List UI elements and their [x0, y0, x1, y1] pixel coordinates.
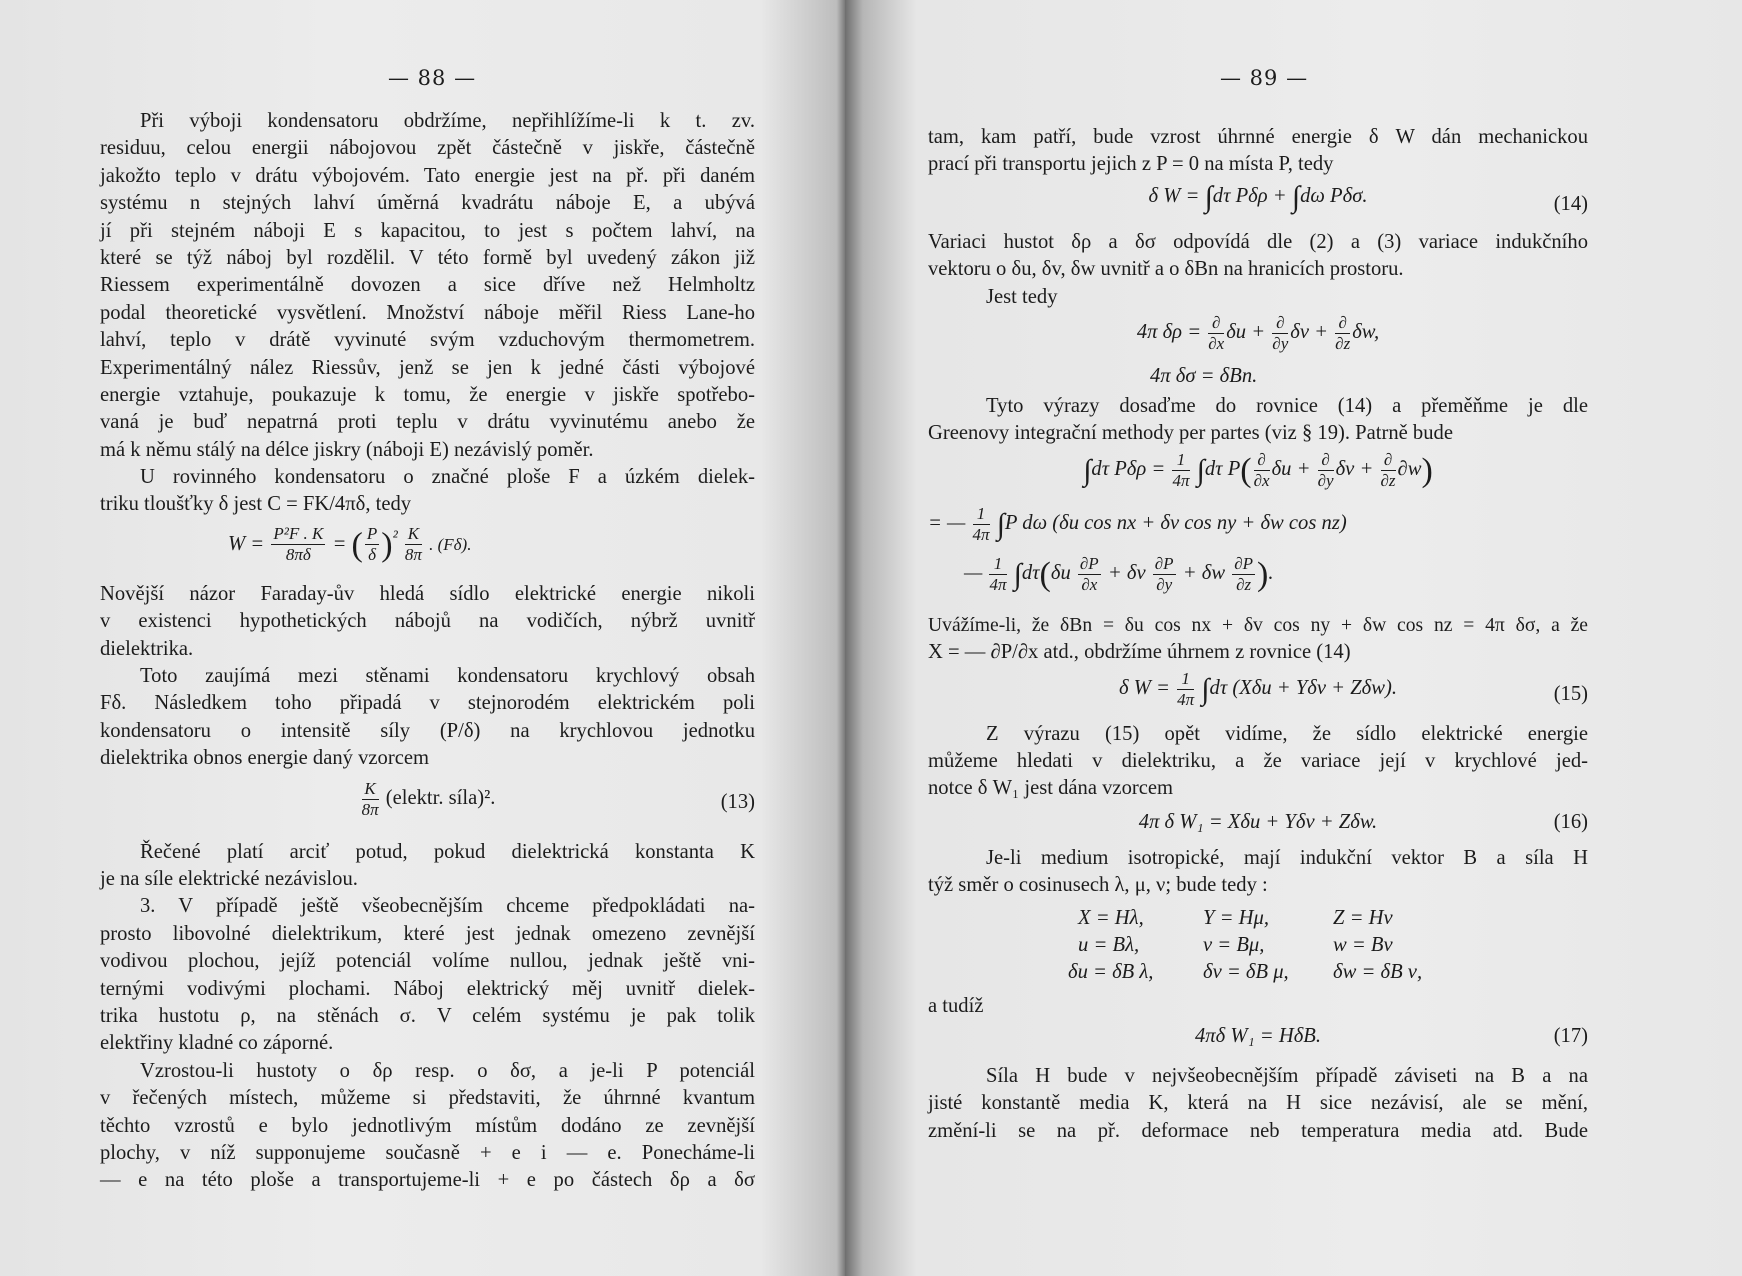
text-line: Je-li medium isotropické, mají indukční vektor B a síla H — [986, 846, 1588, 869]
text-line: v existenci hypothetických nábojů na vodičích, nýbrž uvnitř — [100, 610, 755, 633]
text-line: plochy, v níž supponujeme současně + e i — e. Ponecháme-li — [100, 1141, 755, 1164]
text-line: residuu, celou energii nábojovou zpět částečně v jiskře, částečně — [100, 137, 755, 160]
text-line: vaná je buď nepatrná proti teplu v drátu vyvinutému anebo že — [100, 411, 755, 434]
text-line: jakožto teplo v drátu výbojovém. Tato energie jest na př. při daném — [100, 164, 755, 187]
equation-variation-rho: 4π δρ = $\frac{\partial}{\partial x}$ δu + $\frac{\partial}{\partial y}$ δv + $\frac{\partial}{\partial z}$ δw, — [1136, 312, 1380, 353]
equation-13: $\frac{K}{8\pi}$ (elektr. síla)². (13) — [361, 778, 755, 819]
text-line: v řečených místech, můžeme si představiti, že úhrnné kvantum — [100, 1087, 755, 1110]
text-line: má k němu stálý na délce jiskry (náboji E) nezávislý poměr. — [100, 438, 594, 461]
text-line: Uvážíme-li, že δBn = δu cos nx + δv cos ny + δw cos nz = 4π δσ, a že — [928, 614, 1588, 636]
text-line: vektoru o δu, δv, δw uvnitř a o δBn na hranicích prostoru. — [928, 258, 1404, 281]
system-row: u = Bλ, v = Bμ, w = Bν — [1078, 934, 1393, 957]
text-line: 3. V případě ještě všeobecnějším chceme předpokládati na- — [140, 895, 755, 918]
text-line: Vzrostou-li hustoty o δρ resp. o δσ, a je-li P potenciál — [140, 1059, 755, 1082]
text-line: ternými vodivými plochami. Náboj elektrický měj uvnitř dielek- — [100, 977, 755, 1000]
text-line: dielektrika. — [100, 637, 194, 660]
text-line: trika hustotu ρ, na stěnách σ. V celém systému je pak tolik — [100, 1004, 755, 1027]
text-line: Síla H bude v nejvšeobecnějším případě záviseti na B a na — [986, 1064, 1588, 1087]
text-line: Variaci hustot δρ a δσ odpovídá dle (2) a (3) variace indukčního — [928, 230, 1588, 253]
equation-green-1: ∫dτ Pδρ = $\frac{1}{4\pi}$ ∫dτ P( $\frac{\partial}{\partial x}$ δu + $\frac{\partial}{\partial y}$ δv + $\frac{\partial}{\partial z}$ ∂w) — [1083, 449, 1433, 490]
text-line: týž směr o cosinusech λ, μ, ν; bude tedy : — [928, 874, 1268, 897]
text-line: a tudíž — [928, 995, 984, 1018]
equation-number: (14) — [1553, 192, 1588, 215]
text-line: podal theoretické vysvětlení. Množství náboje měřil Riess Lane-ho — [100, 301, 755, 324]
equation-16: 4π δ W₁ = Xδu + Yδv + Zδw. (16) — [928, 803, 1588, 845]
system-row: X = Hλ, Y = Hμ, Z = Hν — [1078, 907, 1393, 930]
text-line: lahví, teplo v drátě vyvinuté svým vzduchovým thermometrem. — [100, 329, 755, 352]
integral-sign: ∫ — [1291, 180, 1301, 214]
right-page-text — [928, 124, 1588, 1145]
text-line: Toto zaujímá mezi stěnami kondensatoru krychlový obsah — [140, 665, 755, 688]
left-page-text — [100, 108, 755, 1195]
text-line: těchto vzrostů e bylo jednotlivým místům dodáno ze zevnější — [100, 1114, 755, 1137]
text-line: změní-li se na př. deformace neb temperatura media atd. Bude — [928, 1119, 1588, 1142]
text-line: — e na této ploše a transportujeme-li + e po částech δρ a δσ — [100, 1169, 755, 1192]
text-line: triku tloušťky δ jest C = FK/4πδ, tedy — [100, 493, 412, 516]
text-line: X = — ∂P/∂x atd., obdržíme úhrnem z rovnice (14) — [928, 641, 1351, 664]
equation-green-3: — $\frac{1}{4\pi}$ ∫dτ(δu $\frac{\partial P}{\partial x}$ + δv $\frac{\partial P}{\partial y}$ + δw $\frac{\partial P}{\partial z}$ ). — [964, 553, 1274, 594]
equation-number: (13) — [720, 790, 755, 813]
equation-number: (17) — [1553, 1024, 1588, 1047]
integral-sign: ∫ — [1204, 180, 1213, 214]
text-line: Fδ. Následkem toho připadá v stejnorodém elektrickém poli — [100, 692, 755, 715]
text-line: Riessem experimentálně dovozen a sice dříve než Helmholtz — [100, 274, 755, 297]
text-line: tam, kam patří, bude vzrost úhrnné energie δ W dán mechanickou — [928, 126, 1588, 148]
page-number-left: — 88 — — [388, 66, 477, 90]
text-line: Při výboji kondensatoru obdržíme, nepřihlížíme-li k t. zv. — [140, 110, 755, 132]
eq-fraction: $\frac{K}{8\pi}$ — [404, 524, 422, 565]
text-line: U rovinného kondensatoru o značné ploše F a úzkém dielek- — [140, 466, 755, 489]
equation-green-2: = — $\frac{1}{4\pi}$ ∫P dω (δu cos nx + δv cos ny + δw cos nz) — [928, 503, 1347, 544]
equation-number: (15) — [1553, 682, 1588, 705]
eq-fraction: $\frac{\text{P²F . K}}{8\pi\delta}$ — [273, 524, 324, 565]
equation-variation-sigma: 4π δσ = δBn. — [1150, 364, 1258, 387]
text-line: vodivou plochou, jejíž potenciál volíme nullou, jednak ještě vni- — [100, 950, 755, 973]
text-line: je na síle elektrické nezávislou. — [100, 867, 358, 890]
text-line: dielektrika obnos energie daný vzorcem — [100, 747, 429, 770]
text-line: které se týž náboj byl rozdělil. V této formě byl uvedený zákon již — [100, 246, 755, 269]
text-line: můžeme hledati v dielektriku, a že variace její v krychlové jed- — [928, 749, 1588, 772]
text-line: Greenovy integrační methody per partes (viz § 19). Patrně bude — [928, 422, 1453, 445]
text-line: prosto libovolné dielektrikum, které jest jednak omezeno zevnější — [100, 922, 755, 945]
text-line: Novější názor Faraday-ův hledá sídlo elektrické energie nikoli — [100, 582, 755, 605]
equation-17: 4πδ W₁ = HδB. (17) — [928, 1021, 1588, 1063]
text-line: energie vztahuje, poukazuje k tomu, že energie v jiskře spotřebo- — [100, 383, 755, 406]
equation-energy-w: W = $\frac{\text{P²F . K}}{8\pi\delta}$ = ( $\frac{P}{\delta}$ )$^{^2}$ $\frac{K}{8\pi}$ . (Fδ). — [228, 524, 472, 565]
text-line: kondensatoru o intensitě síly (P/δ) na krychlovou jednotku — [100, 719, 755, 742]
equation-15: δ W = $\frac{1}{4\pi}$ ∫dτ (Xδu + Yδv + Zδw). (15) — [1119, 668, 1588, 709]
text-line: Řečené platí arciť potud, pokud dielektrická konstanta K — [140, 840, 755, 863]
text-line: systému n stejných lahví úměrná kvadrátu náboje E, a ubývá — [100, 192, 755, 215]
text-line: Jest tedy — [986, 285, 1058, 308]
text-line: prací při transportu jejich z P = 0 na místa P, tedy — [928, 153, 1334, 176]
left-page — [0, 0, 845, 1276]
equation-system — [928, 899, 1588, 993]
right-page — [845, 0, 1742, 1276]
text-line: elektřiny kladné co záporné. — [100, 1032, 334, 1055]
text-line: jisté konstantě media K, která na H sice nezávisí, ale se mění, — [928, 1092, 1588, 1115]
system-row: δu = δB λ, δv = δB μ, δw = δB ν, — [1068, 961, 1423, 984]
eq-lhs: W = — [228, 532, 265, 555]
equation-14: δ W = ∫dτ Pδρ + ∫dω Pδσ. (14) — [928, 179, 1588, 229]
text-line: Tyto výrazy dosaďme do rovnice (14) a přeměňme je dle — [986, 394, 1588, 417]
text-line: notce δ W₁ jest dána vzorcem — [928, 777, 1174, 800]
text-line: Experimentálný nález Riessův, jenž se jen k jedné části výbojové — [100, 356, 755, 379]
eq-fraction: $\frac{P}{\delta}$ — [366, 524, 378, 565]
equation-number: (16) — [1553, 810, 1588, 833]
page-number-right: — 89 — — [1220, 66, 1309, 90]
eq-fraction: $\frac{K}{8\pi}$ — [361, 778, 379, 819]
text-line: Z výrazu (15) opět vidíme, že sídlo elektrické energie — [986, 722, 1588, 745]
text-line: jí při stejném náboji E s kapacitou, to jest s počtem lahví, na — [100, 219, 755, 242]
